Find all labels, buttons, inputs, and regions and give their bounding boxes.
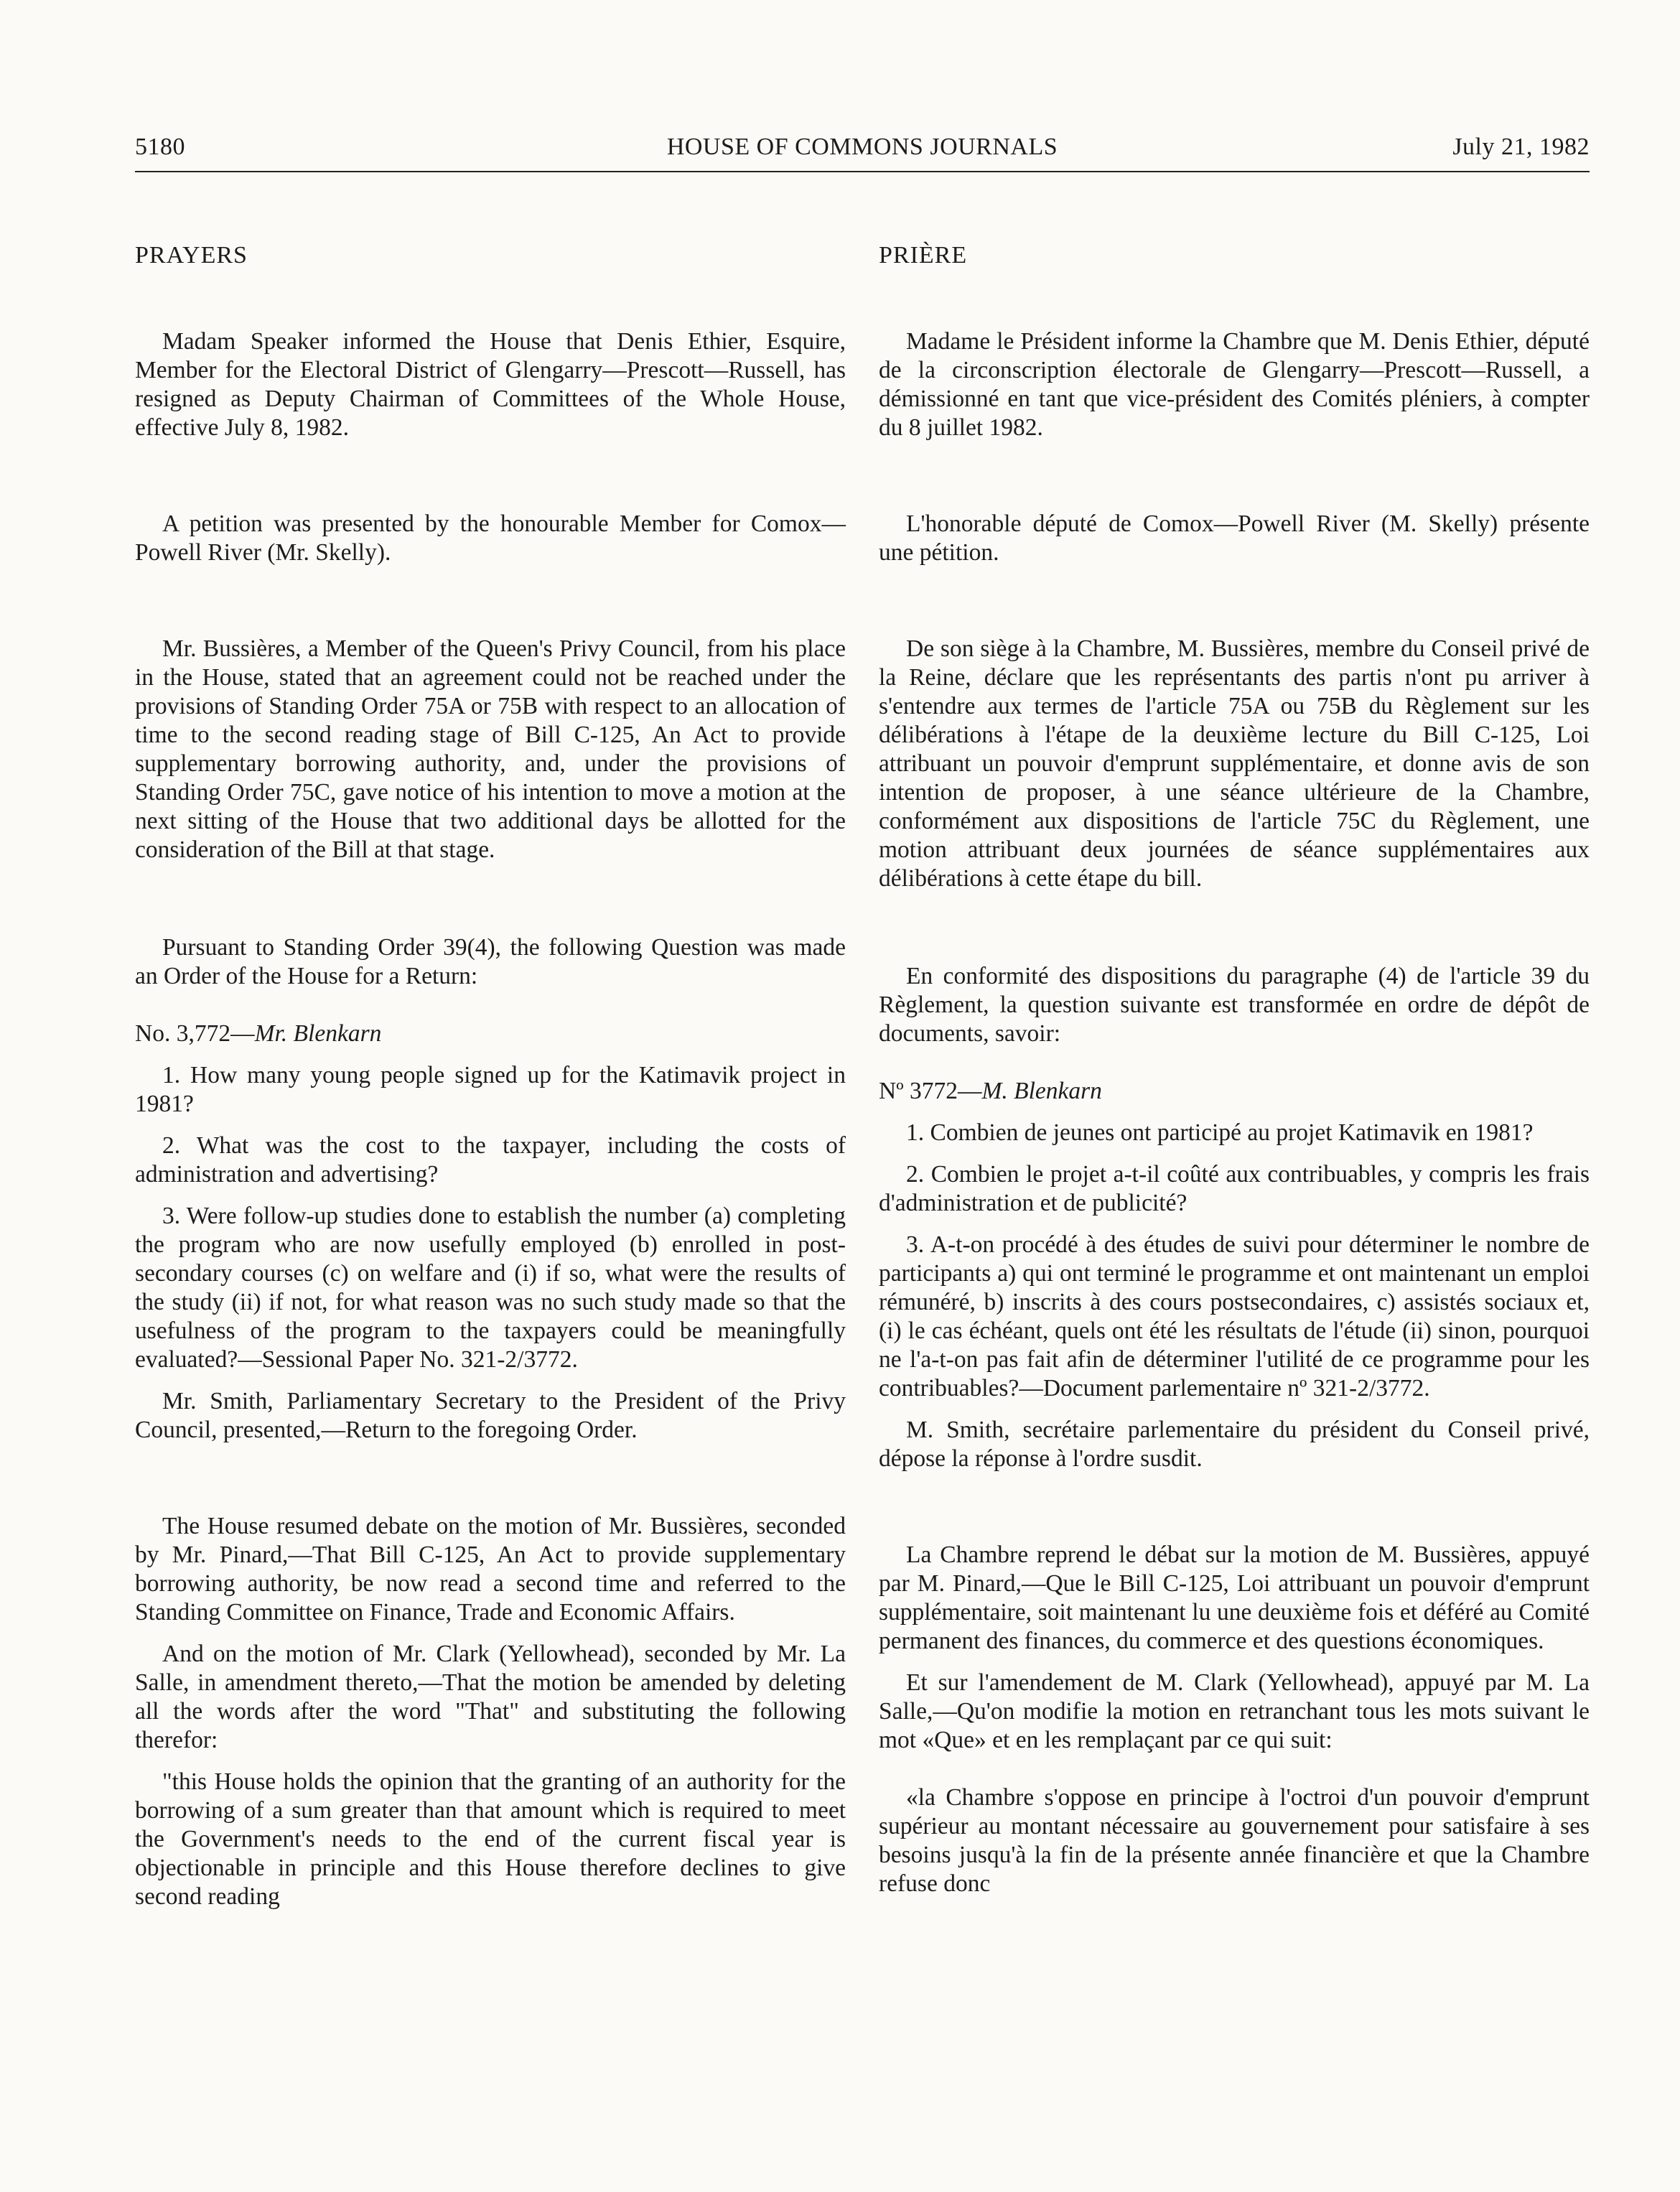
page-number: 5180 (135, 134, 185, 160)
speaker-announcement: Madam Speaker informed the House that Denis Ethier, Esquire, Member for the Electoral District of Glengarry—Prescott—Russell, has resigned as Deputy Chairman of Committees of the Whole House, effective July 8, 1982. (135, 328, 846, 441)
page-header (135, 134, 1590, 172)
amendment-paragraph: And on the motion of Mr. Clark (Yellowhead), seconded by Mr. La Salle, in amendment thereto,—That the motion be amended by deleting all the words after the word "That" and substituting the following therefor: (135, 1641, 846, 1753)
question-item-1: 1. How many young people signed up for the Katimavik project in 1981? (135, 1062, 846, 1117)
petition-paragraph: A petition was presented by the honourable Member for Comox—Powell River (Mr. Skelly). (135, 510, 846, 566)
bussieres-notice: Mr. Bussières, a Member of the Queen's Privy Council, from his place in the House, stated that an agreement could not be reached under the provisions of Standing Order 75A or 75B with respect to an allocation of time to the second reading stage of Bill C-125, An Act to provide supplementary borrowing authority, and, under the provisions of Standing Order 75C, gave notice of his intention to move a motion at the next sitting of the House that two additional days be allotted for the consideration of the Bill at that stage. (135, 635, 846, 863)
priere-heading: PRIÈRE (879, 242, 968, 269)
prayers-heading: PRAYERS (135, 242, 248, 269)
question-member-fr: M. Blenkarn (981, 1078, 1102, 1104)
speaker-announcement-fr: Madame le Président informe la Chambre que M. Denis Ethier, député de la circonscription électorale de Glengarry—Prescott—Russell, a démissionné en tant que vice-président des Comités pléniers, à compter du 8 juillet 1982. (879, 328, 1590, 441)
question-heading-fr (879, 1077, 1590, 1106)
return-paragraph: Mr. Smith, Parliamentary Secretary to the President of the Privy Council, presented,—Return to the foregoing Order. (135, 1388, 846, 1443)
question-item-2: 2. What was the cost to the taxpayer, including the costs of administration and advertising? (135, 1132, 846, 1188)
english-column (135, 233, 846, 1911)
question-member: Mr. Blenkarn (254, 1020, 382, 1047)
question-heading (135, 1020, 846, 1048)
journal-title: HOUSE OF COMMONS JOURNALS (666, 134, 1058, 160)
question-item-2-fr: 2. Combien le projet a-t-il coûté aux contribuables, y compris les frais d'administration et de publicité? (879, 1161, 1590, 1216)
question-item-1-fr: 1. Combien de jeunes ont participé au projet Katimavik en 1981? (906, 1119, 1534, 1146)
amendment-quote-fr: «la Chambre s'oppose en principe à l'octroi d'un pouvoir d'emprunt supérieur au montant nécessaire au gouvernement pour satisfaire à ses besoins jusqu'à la fin de la présente année financière et que la Chambre refuse donc (879, 1784, 1590, 1897)
pursuant-paragraph: Pursuant to Standing Order 39(4), the following Question was made an Order of the House for a Return: (135, 934, 846, 989)
french-column (879, 233, 1590, 1898)
bussieres-notice-fr: De son siège à la Chambre, M. Bussières, membre du Conseil privé de la Reine, déclare que les représentants des partis n'ont pu arriver à s'entendre aux termes de l'article 75A ou 75B du Règlement sur les délibérations à l'étape de la deuxième lecture du Bill C-125, Loi attribuant un pouvoir d'emprunt supplémentaire, et donne avis de son intention de proposer, à une séance ultérieure de la Chambre, conformément aux dispositions de l'article 75C du Règlement, une motion attribuant deux journées de séance supplémentaires aux délibérations à cette étape du bill. (879, 635, 1590, 892)
pursuant-paragraph-fr: En conformité des dispositions du paragraphe (4) de l'article 39 du Règlement, la question suivante est transformée en ordre de dépôt de documents, savoir: (879, 963, 1590, 1047)
debate-paragraph: The House resumed debate on the motion of Mr. Bussières, seconded by Mr. Pinard,—That Bill C-125, An Act to provide supplementary borrowing authority, be now read a second time and referred to the Standing Committee on Finance, Trade and Economic Affairs. (135, 1513, 846, 1626)
petition-paragraph-fr: L'honorable député de Comox—Powell River (M. Skelly) présente une pétition. (879, 510, 1590, 566)
amendment-paragraph-fr: Et sur l'amendement de M. Clark (Yellowhead), appuyé par M. La Salle,—Qu'on modifie la motion en retranchant tous les mots suivant le mot «Que» et en les remplaçant par ce qui suit: (879, 1669, 1590, 1753)
journal-date: July 21, 1982 (1452, 134, 1590, 160)
question-item-3-fr: 3. A-t-on procédé à des études de suivi pour déterminer le nombre de participants a) qui ont terminé le programme et ont maintenant un emploi rémunéré, b) inscrits à des cours postsecondaires, c) assistés sociaux et, (i) le cas échéant, quels ont été les résultats de l'étude (ii) sinon, pourquoi ne l'a-t-on pas fait afin de déterminer l'utilité de ce programme pour les contribuables?—Document parlementaire nº 321-2/3772. (879, 1231, 1590, 1402)
question-number-fr: Nº 3772— (879, 1078, 982, 1104)
return-paragraph-fr: M. Smith, secrétaire parlementaire du président du Conseil privé, dépose la réponse à l'ordre susdit. (879, 1417, 1590, 1472)
debate-paragraph-fr: La Chambre reprend le débat sur la motion de M. Bussières, appuyé par M. Pinard,—Que le Bill C-125, Loi attribuant un pouvoir d'emprunt supplémentaire, soit maintenant lu une deuxième fois et déféré au Comité permanent des finances, du commerce et des questions économiques. (879, 1542, 1590, 1654)
question-number: No. 3,772— (135, 1020, 255, 1047)
question-item-3: 3. Were follow-up studies done to establish the number (a) completing the program who are now usefully employed (b) enrolled in post-secondary courses (c) on welfare and (i) if so, what were the results of the study (ii) if not, for what reason was no such study made so that the usefulness of the program to the taxpayers could be meaningfully evaluated?—Sessional Paper No. 321-2/3772. (135, 1203, 846, 1373)
amendment-quote: "this House holds the opinion that the granting of an authority for the borrowing of a sum greater than that amount which is required to meet the Government's needs to the end of the current fiscal year is objectionable in principle and this House therefore declines to give second reading (135, 1768, 846, 1910)
